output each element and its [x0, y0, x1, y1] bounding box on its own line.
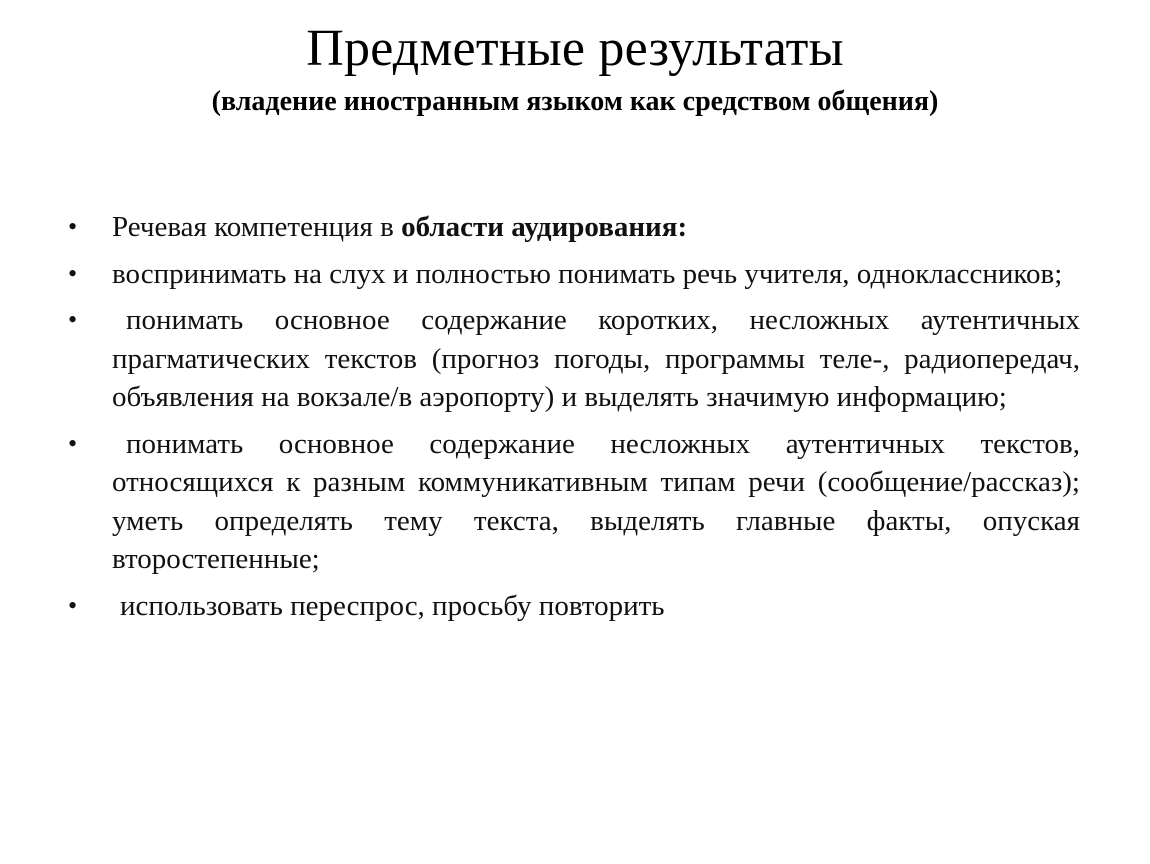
bullet-icon: • — [68, 428, 78, 458]
item-text: понимать основное содержание коротких, несложных аутентичных прагматических текстов (прогноз погоды, программы теле-, радиопередач, объявления на вокзале/в аэропорту) и выделять значимую информацию; — [112, 304, 1080, 413]
item-text: Речевая компетенция в — [112, 211, 402, 243]
list-item — [68, 301, 1080, 417]
item-text: понимать основное содержание несложных аутентичных текстов, относящихся к разным коммуникативным типам речи (сообщение/рассказ); уметь определять тему текста, выделять главные факты, опуская второстепенные; — [112, 427, 1080, 575]
slide-subtitle: (владение иностранным языком как средством общения) — [211, 86, 939, 117]
list-item — [68, 425, 1080, 579]
bullet-icon: • — [68, 212, 78, 241]
bullet-list — [68, 208, 1080, 633]
item-text: воспринимать на слух и полностью понимать речь учителя, одноклассников; — [112, 257, 1063, 290]
list-item — [68, 208, 1080, 247]
slide-title: Предметные результаты — [306, 20, 844, 77]
item-text-bold: области аудирования: — [401, 211, 688, 243]
bullet-icon: • — [68, 305, 78, 334]
list-item — [68, 255, 1080, 294]
bullet-icon: • — [68, 590, 78, 620]
list-item — [68, 587, 1080, 626]
bullet-icon: • — [68, 258, 78, 288]
item-text: использовать переспрос, просьбу повторить — [120, 589, 665, 622]
